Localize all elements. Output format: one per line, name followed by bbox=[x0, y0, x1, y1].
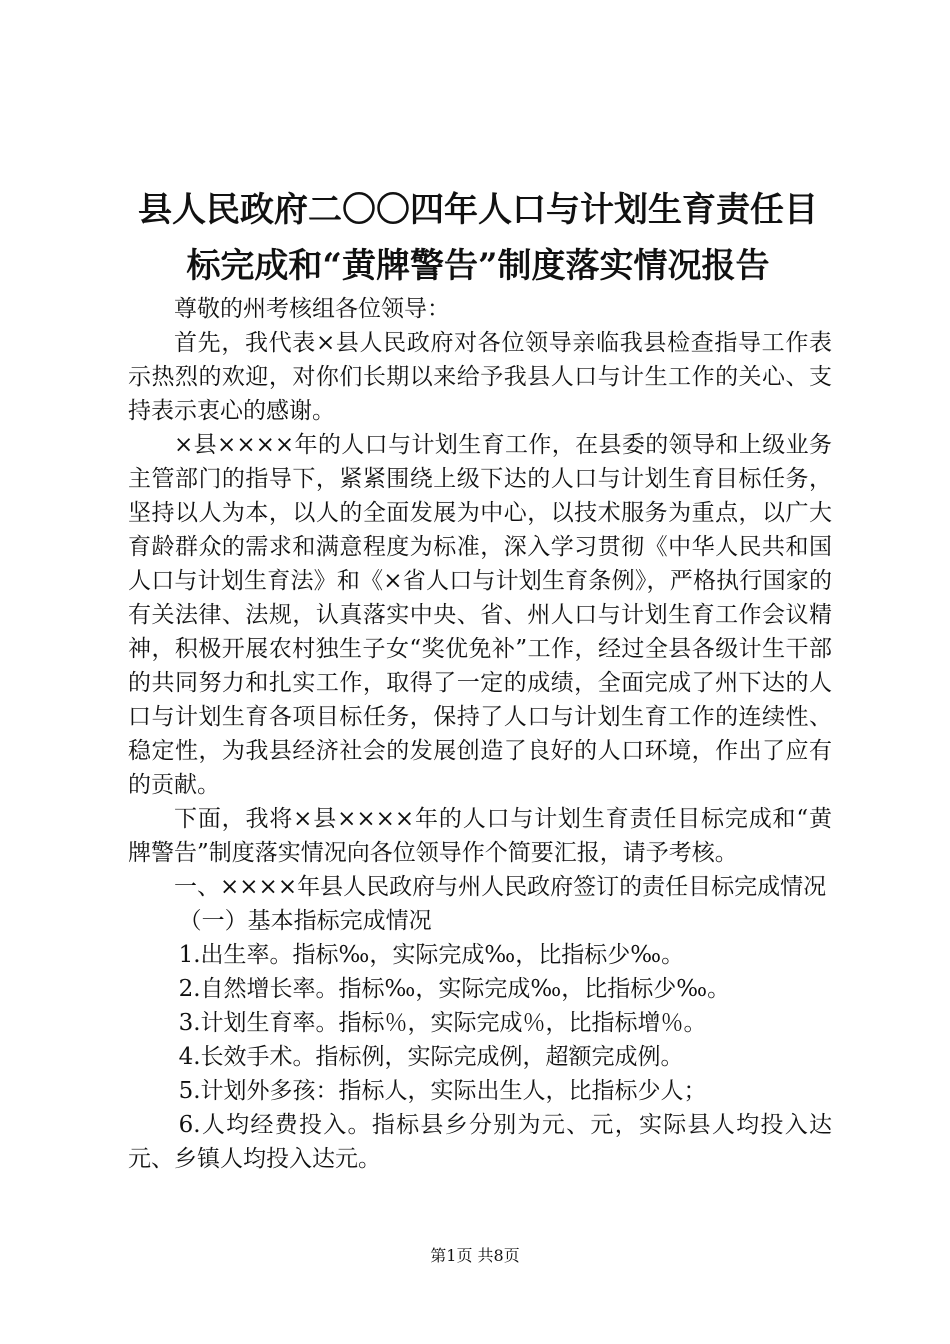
section-heading: 一、××××年县人民政府与州人民政府签订的责任目标完成情况 bbox=[174, 874, 827, 900]
salutation: 尊敬的州考核组各位领导： bbox=[174, 296, 450, 322]
paragraph-report-intro: 下面，我将×县××××年的人口与计划生育责任目标完成和“黄牌警告”制度落实情况向各位领导作个简要汇报，请予考核。 bbox=[128, 806, 832, 866]
document-title bbox=[128, 182, 828, 294]
list-item: 6.人均经费投入。指标县乡分别为元、元，实际县人均投入达元、乡镇人均投入达元。 bbox=[128, 1112, 832, 1172]
title-line-2: 标完成和“黄牌警告”制度落实情况报告 bbox=[186, 246, 770, 286]
list-item: 3.计划生育率。指标％，实际完成％，比指标增％。 bbox=[178, 1010, 707, 1036]
list-item: 2.自然增长率。指标‰，实际完成‰，比指标少‰。 bbox=[178, 976, 731, 1002]
title-line-1: 县人民政府二〇〇四年人口与计划生育责任目 bbox=[138, 190, 818, 230]
list-item: 1.出生率。指标‰，实际完成‰，比指标少‰。 bbox=[178, 942, 685, 968]
subheading: （一）基本指标完成情况 bbox=[178, 908, 432, 934]
paragraph-overview: ×县××××年的人口与计划生育工作，在县委的领导和上级业务主管部门的指导下，紧紧围绕上级下达的人口与计划生育目标任务，坚持以人为本，以人的全面发展为中心，以技术服务为重点，以广大育龄群众的需求和满意程度为标准，深入学习贯彻《中华人民共和国人口与计划生育法》和《×省人口与计划生育条例》，严格执行国家的有关法律、法规，认真落实中央、省、州人口与计划生育工作会议精神，积极开展农村独生子女“奖优免补”工作，经过全县各级计生干部的共同努力和扎实工作，取得了一定的成绩，全面完成了州下达的人口与计划生育各项目标任务，保持了人口与计划生育工作的连续性、稳定性，为我县经济社会的发展创造了良好的人口环境，作出了应有的贡献。 bbox=[128, 432, 832, 798]
list-item: 4.长效手术。指标例，实际完成例，超额完成例。 bbox=[178, 1044, 684, 1070]
document-body bbox=[128, 292, 832, 1176]
list-item: 5.计划外多孩：指标人，实际出生人，比指标少人； bbox=[178, 1078, 707, 1104]
page-footer: 第1页 共8页 bbox=[430, 1246, 520, 1265]
paragraph-intro: 首先，我代表×县人民政府对各位领导亲临我县检查指导工作表示热烈的欢迎，对你们长期以来给予我县人口与计生工作的关心、支持表示衷心的感谢。 bbox=[128, 330, 832, 424]
